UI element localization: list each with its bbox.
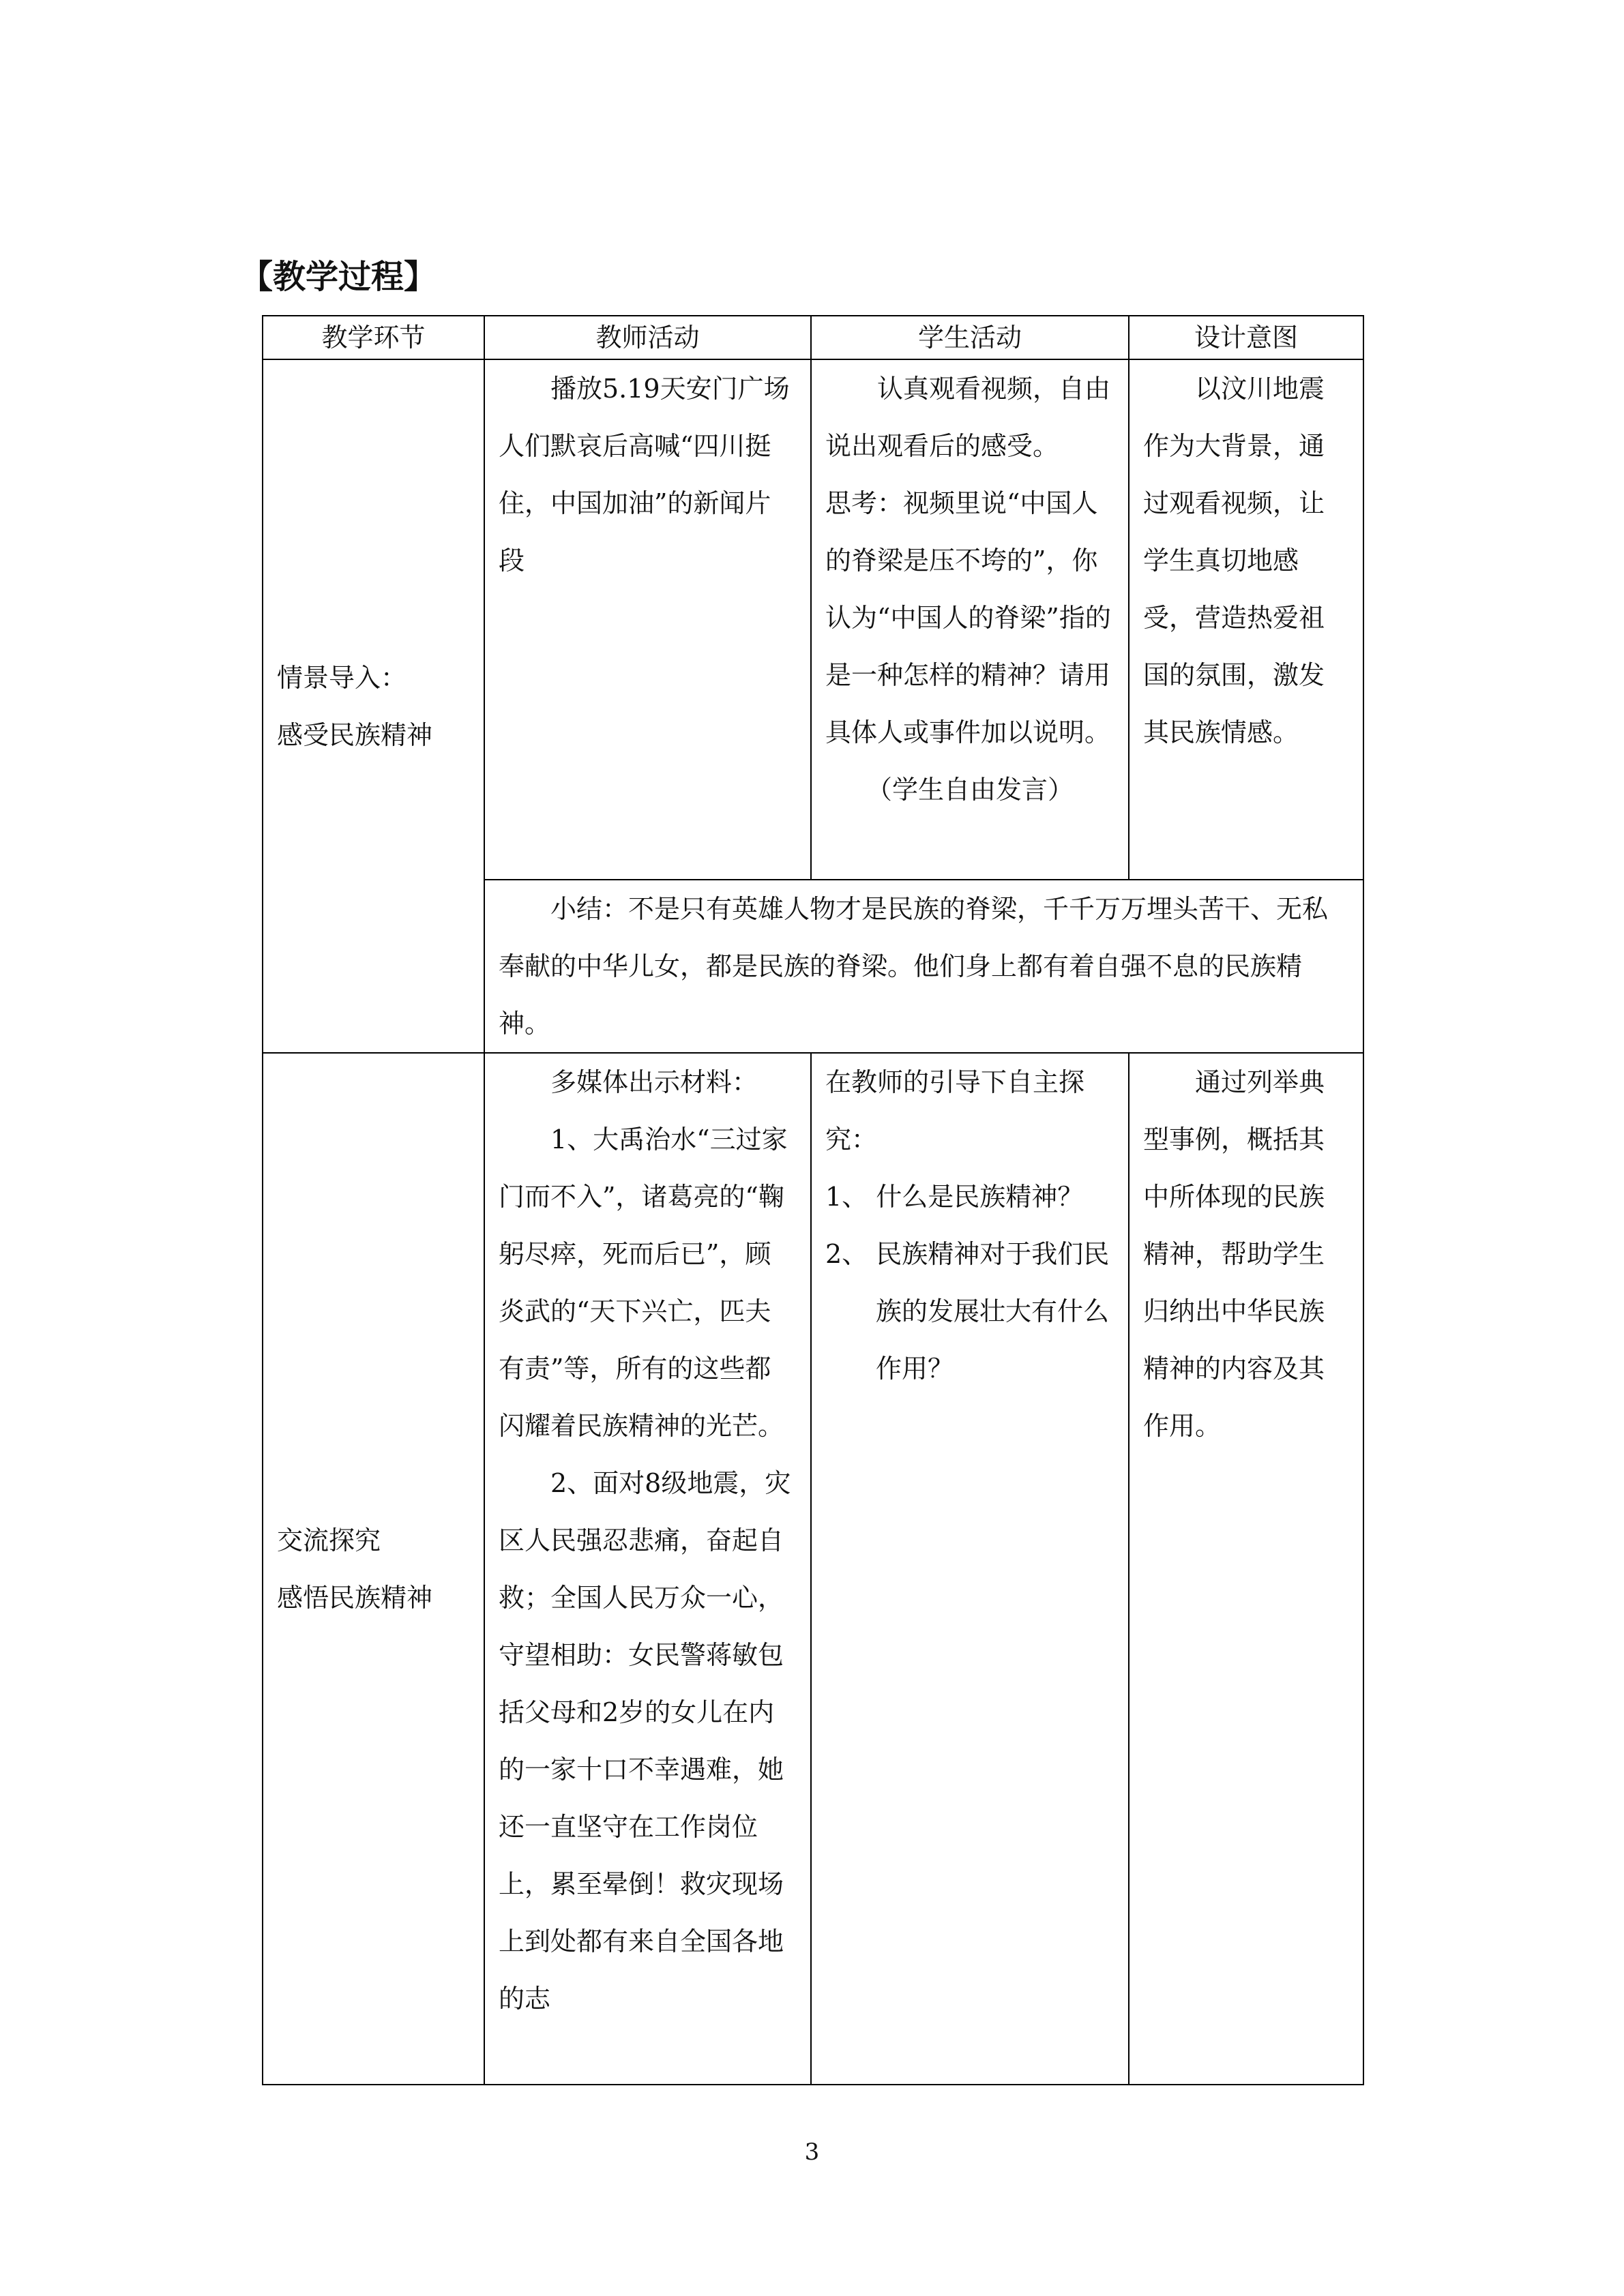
student-question-2: 2、 民族精神对于我们民族的发展壮大有什么作用？ <box>825 1239 1110 1384</box>
teacher-material-1: 1、大禹治水“三过家门而不入”，诸葛亮的“鞠躬尽瘁，死而后已”，顾炎武的“天下兴亡，匹夫有责”等，所有的这些都闪耀着民族精神的光芒。 <box>499 1124 788 1441</box>
student-question-1: 1、 什么是民族精神？ <box>825 1182 1084 1212</box>
stage-subtitle: 感受民族精神 <box>277 719 433 750</box>
stage-cell-explore <box>263 1053 484 2085</box>
header-stage: 教学环节 <box>263 316 484 359</box>
design-intent-cell: 通过列举典型事例，概括其中所体现的民族精神，帮助学生归纳出中华民族精神的内容及其作用。 <box>1129 1053 1363 2085</box>
student-activity-text: 认真观看视频，自由说出观看后的感受。 <box>825 374 1111 461</box>
summary-cell: 小结：不是只有英雄人物才是民族的脊梁，千千万万埋头苦干、无私奉献的中华儿女，都是民族的脊梁。他们身上都有着自强不息的民族精神。 <box>484 880 1363 1053</box>
design-intent-cell: 以汶川地震作为大背景，通过观看视频，让学生真切地感受，营造热爱祖国的氛围，激发其民族情感。 <box>1129 359 1363 880</box>
stage-name: 情景导入： <box>277 662 407 693</box>
student-activity-intro: 在教师的引导下自主探究： <box>825 1067 1085 1154</box>
table-row <box>263 1053 1363 2085</box>
header-student-activity: 学生活动 <box>811 316 1129 359</box>
student-activity-cell <box>811 359 1129 880</box>
table-header-row <box>263 316 1363 359</box>
stage-subtitle: 感悟民族精神 <box>277 1582 433 1613</box>
header-design-intent: 设计意图 <box>1129 316 1363 359</box>
student-question-text: 思考：视频里说“中国人的脊梁是压不垮的”，你认为“中国人的脊梁”指的是一种怎样的精神？请用具体人或事件加以说明。 <box>825 488 1111 747</box>
section-title: 【教学过程】 <box>240 258 437 296</box>
page-number: 3 <box>804 2138 820 2166</box>
stage-cell-intro <box>263 359 484 1053</box>
teaching-process-table <box>262 315 1364 2085</box>
student-free-speech-note: （学生自由发言） <box>866 775 1074 805</box>
teacher-activity-cell <box>484 1053 811 2085</box>
header-teacher-activity: 教师活动 <box>484 316 811 359</box>
teacher-material-intro: 多媒体出示材料： <box>550 1067 758 1097</box>
teacher-material-2: 2、面对8级地震，灾区人民强忍悲痛，奋起自救；全国人民万众一心，守望相助：女民警蒋敏包括父母和2岁的女儿在内的一家十口不幸遇难，她还一直坚守在工作岗位上，累至晕倒！救灾现场上到处都有来自全国各地的志 <box>499 1468 791 2014</box>
stage-name: 交流探究 <box>277 1525 381 1555</box>
teacher-activity-cell: 播放5.19天安门广场人们默哀后高喊“四川挺住，中国加油”的新闻片段 <box>484 359 811 880</box>
table-row <box>263 359 1363 880</box>
student-activity-cell <box>811 1053 1129 2085</box>
